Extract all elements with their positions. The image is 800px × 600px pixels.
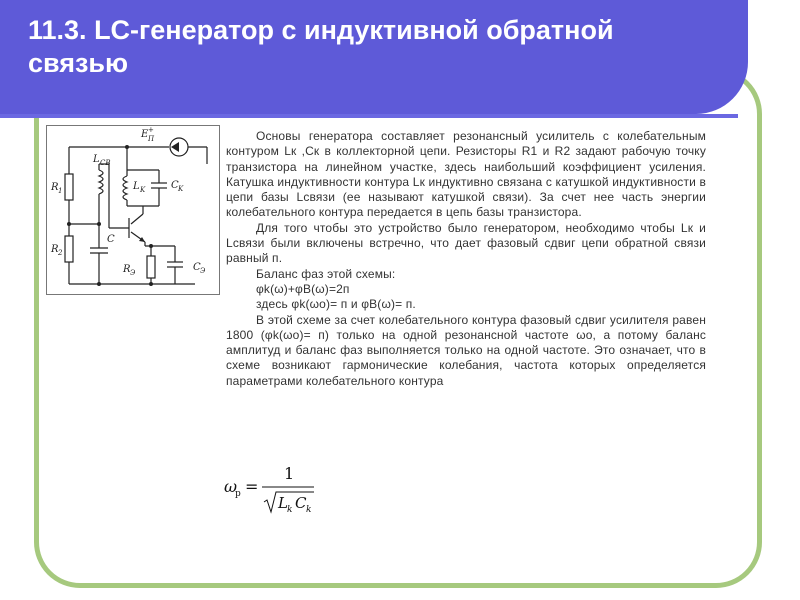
svg-text:k: k [306,505,312,515]
formula-graphic [222,458,332,516]
svg-text:L: L [133,181,140,192]
paragraph: Баланс фаз этой схемы: [256,266,396,281]
svg-text:Э: Э [200,267,206,275]
svg-text:2: 2 [58,249,63,257]
title-bar [0,0,748,114]
svg-text:CB: CB [100,159,111,167]
l-coupling-coil [99,170,103,194]
paragraph: здесь φk(ωo)= п и φB(ω)= п. [256,297,416,312]
svg-text:C: C [295,494,307,512]
svg-text:Э: Э [130,269,136,277]
svg-text:1: 1 [284,464,295,483]
circuit-diagram [46,125,220,295]
svg-text:=: = [245,477,259,496]
svg-text:L: L [278,494,288,512]
svg-text:ω: ω [224,477,238,496]
svg-text:K: K [140,186,146,194]
svg-text:C: C [193,262,201,273]
paragraph: В этой схеме за счет колебательного контура фазовый сдвиг усилителя равен 1800 (φk(ωo)= п) только на одной резонансной частоте ωo, а потому баланс амплитуд и баланс фаз выполняется только на одной частоте. Это означает, что в схеме возникают гармонические колебания, частота которых определяется параметрами колебательного контура [226,312,706,388]
body-text [226,129,706,389]
paragraph: Основы генератора составляет резонансный усилитель с колебательным контуром Lк ,Ск в коллекторной цепи. Резисторы R1 и R2 задают рабочую точку транзистора на линейном участке, здесь наибольший коэффициент усиления. Катушка индуктивности контура Lк индуктивно связана с катушкой индуктивности в цепи базы Lсвязи (ее называют катушкой связи). За счет нее часть энергии колебательного контура передается в цепь базы транзистора. [226,129,706,220]
svg-text:R: R [51,244,59,255]
svg-text:K: K [178,185,184,193]
svg-text:E: E [141,129,149,140]
lk-coil [123,176,127,200]
r2-resistor [65,236,73,262]
slide-title: 11.3. LC-генератор с индуктивной обратной связью [28,15,614,78]
svg-text:П: П [148,135,155,143]
paragraph: Для того чтобы это устройство было генератором, необходимо чтобы Lк и Lсвязи были включены встречно, что дает фазовый сдвиг цепи обратной связи равный п. [226,220,706,266]
svg-text:k: k [287,505,293,515]
title-underline [0,114,738,118]
resonance-formula [222,458,332,516]
re-resistor [147,256,155,278]
svg-text:p: p [235,489,241,499]
circuit-schematic [47,126,219,294]
svg-text:C: C [171,180,179,191]
paragraph: φk(ω)+φB(ω)=2п [256,281,350,296]
svg-text:+: + [148,126,154,134]
svg-text:L: L [93,154,100,165]
svg-text:R: R [51,182,59,193]
svg-text:C: C [107,234,115,245]
svg-text:1: 1 [58,187,63,195]
svg-text:R: R [123,264,131,275]
r1-resistor [65,174,73,200]
